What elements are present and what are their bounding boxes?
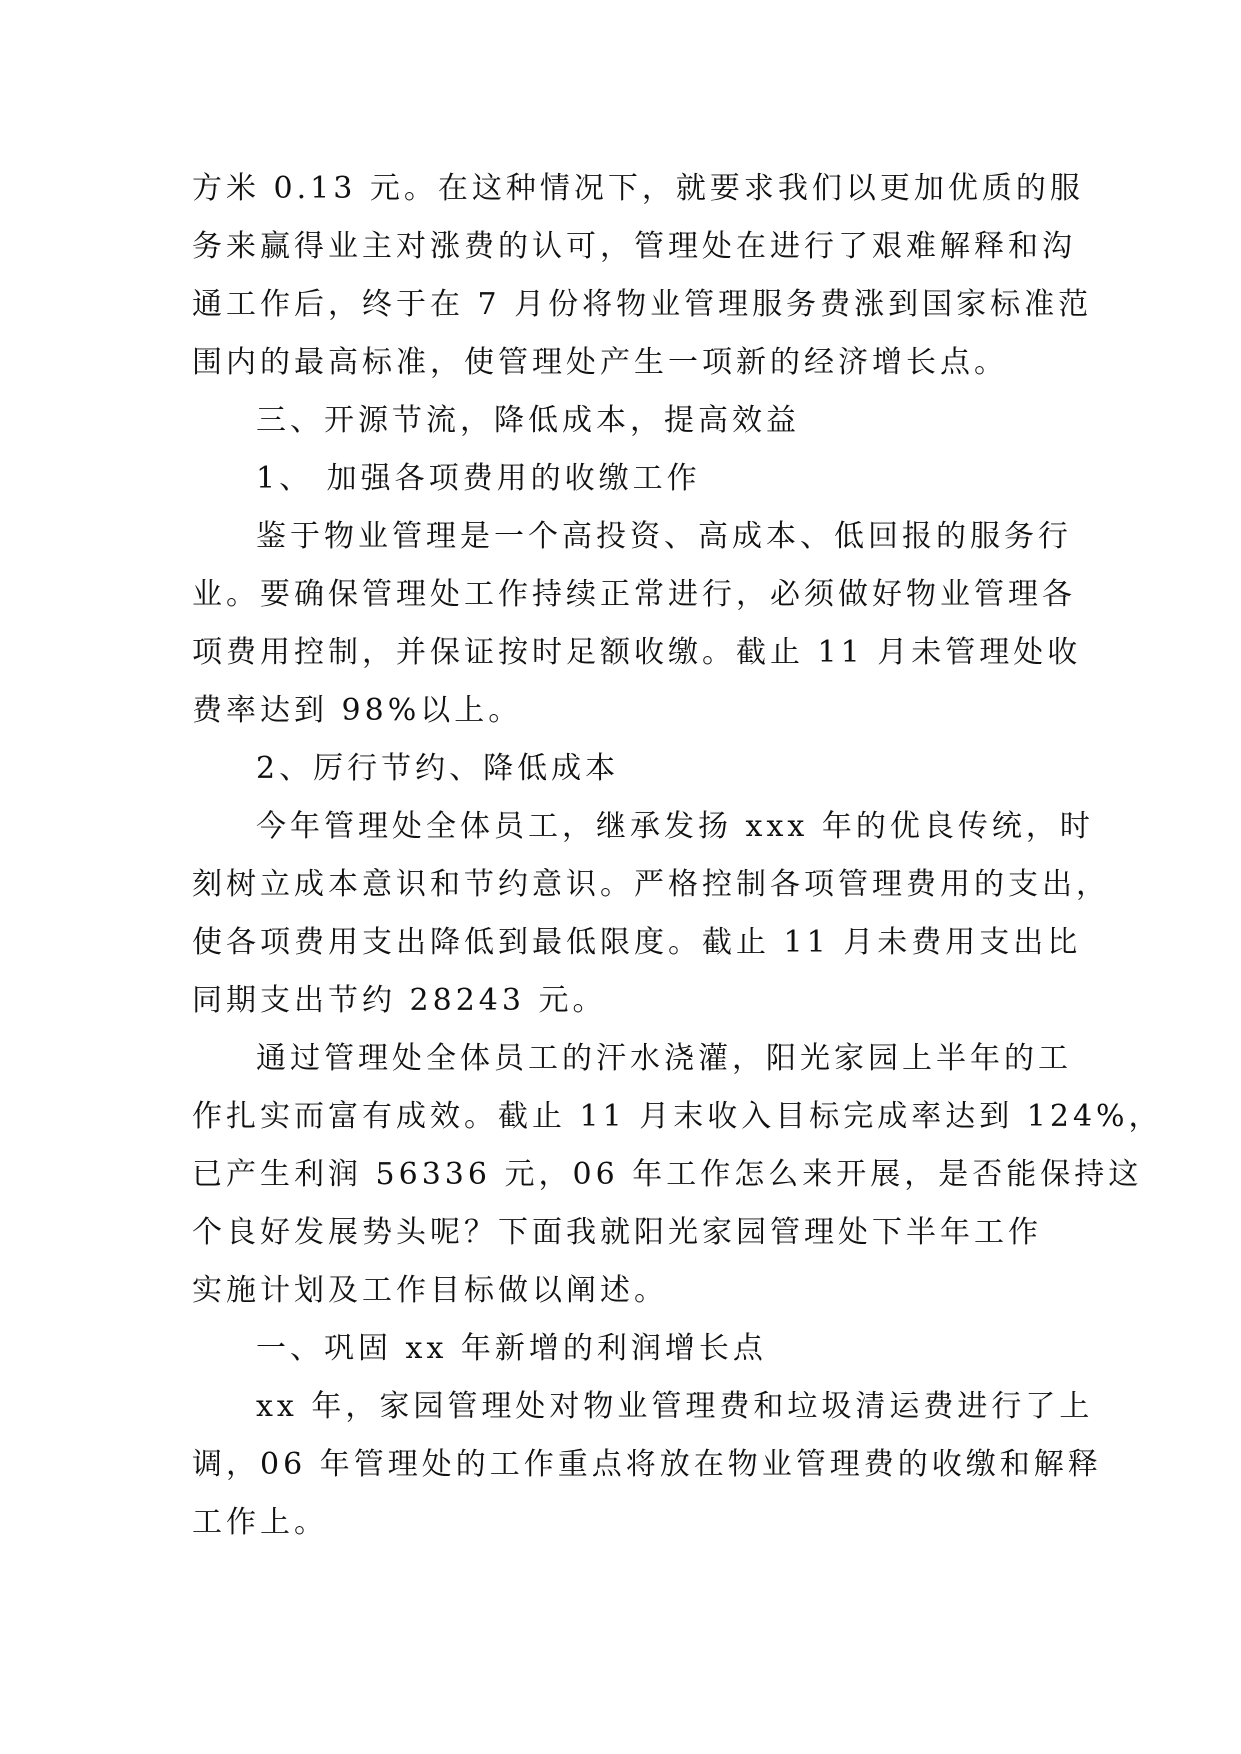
text-line: 鉴于物业管理是一个高投资、高成本、低回报的服务行 (256, 519, 1072, 554)
text-line: 今年管理处全体员工，继承发扬 xxx 年的优良传统，时 (256, 809, 1094, 844)
document-body (192, 160, 1163, 1552)
text-line: 通工作后，终于在 7 月份将物业管理服务费涨到国家标准范 (192, 287, 1093, 322)
text-line: 工作上。 (192, 1505, 328, 1540)
text-line: 方米 0.13 元。在这种情况下，就要求我们以更加优质的服 (192, 171, 1084, 206)
text-line: 刻树立成本意识和节约意识。严格控制各项管理费用的支出， (192, 867, 1110, 902)
text-line: 务来赢得业主对涨费的认可，管理处在进行了艰难解释和沟 (192, 229, 1076, 264)
text-line: 2、厉行节约、降低成本 (256, 751, 620, 786)
text-line: 同期支出节约 28243 元。 (192, 983, 607, 1018)
text-line: 费率达到 98%以上。 (192, 693, 523, 728)
text-line: 调，06 年管理处的工作重点将放在物业管理费的收缴和解释 (192, 1447, 1102, 1482)
text-line: 1、 加强各项费用的收缴工作 (256, 461, 701, 496)
text-line: 实施计划及工作目标做以阐述。 (192, 1273, 668, 1308)
text-line: xx 年，家园管理处对物业管理费和垃圾清运费进行了上 (256, 1389, 1094, 1424)
text-line: 个良好发展势头呢？下面我就阳光家园管理处下半年工作 (192, 1215, 1042, 1250)
text-line: 项费用控制，并保证按时足额收缴。截止 11 月未管理处收 (192, 635, 1082, 670)
text-line: 作扎实而富有成效。截止 11 月末收入目标完成率达到 124%， (192, 1099, 1163, 1134)
text-line: 使各项费用支出降低到最低限度。截止 11 月未费用支出比 (192, 925, 1082, 960)
text-line: 围内的最高标准，使管理处产生一项新的经济增长点。 (192, 345, 1008, 380)
text-line: 业。要确保管理处工作持续正常进行，必须做好物业管理各 (192, 577, 1076, 612)
text-line: 三、开源节流，降低成本，提高效益 (256, 403, 800, 438)
text-line: 一、巩固 xx 年新增的利润增长点 (256, 1331, 767, 1366)
text-line: 通过管理处全体员工的汗水浇灌，阳光家园上半年的工 (256, 1041, 1072, 1076)
text-line: 已产生利润 56336 元，06 年工作怎么来开展，是否能保持这 (192, 1157, 1143, 1192)
